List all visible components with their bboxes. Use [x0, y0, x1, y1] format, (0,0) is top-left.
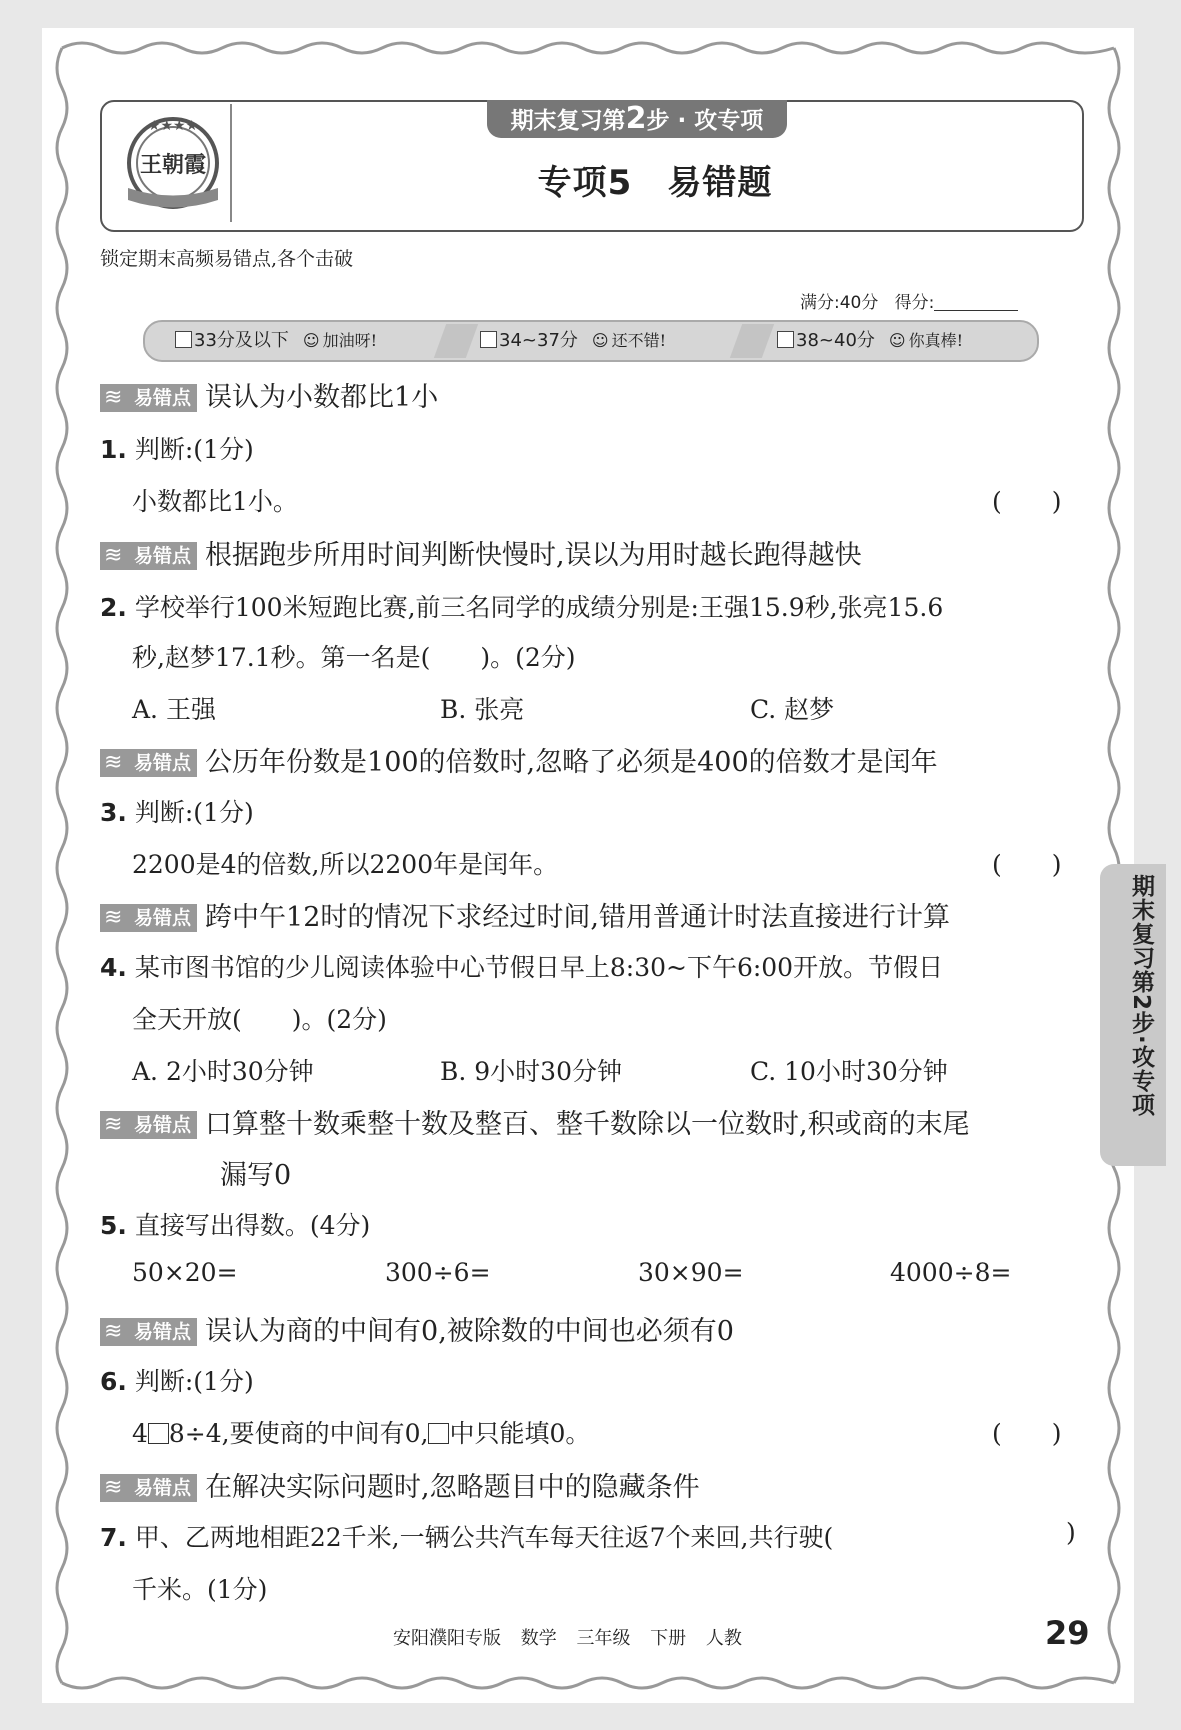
score-label: 得分: — [894, 293, 935, 313]
rating-range: 33分及以下 — [194, 330, 289, 351]
checkbox[interactable] — [777, 331, 794, 348]
tip-badge — [100, 542, 197, 570]
question-3-head — [100, 793, 254, 829]
question-text: 8÷4,要使商的中间有0, — [168, 1419, 429, 1448]
wave-icon: ≋ — [104, 750, 123, 775]
calc-item: 30×90= — [638, 1258, 744, 1287]
question-7-line2: 千米。(1分) — [132, 1575, 268, 1604]
option-a[interactable]: A. 王强 — [132, 695, 216, 724]
face-icon: ☺ — [888, 331, 906, 350]
wave-icon: ≋ — [104, 1112, 123, 1137]
answer-parens[interactable]: ( ) — [992, 487, 1062, 516]
tip-label: 易错点 — [134, 1114, 192, 1136]
logo-divider — [230, 104, 232, 222]
tip-label: 易错点 — [134, 907, 192, 929]
question-text: 直接写出得数。(4分) — [134, 1211, 371, 1240]
tip-label: 易错点 — [134, 1477, 192, 1499]
svg-text:★★★★: ★★★★ — [147, 118, 199, 134]
option-b[interactable]: B. 9小时30分钟 — [440, 1057, 622, 1086]
face-icon: ☺ — [302, 331, 320, 350]
question-1-head — [100, 430, 254, 466]
tip-text: 根据跑步所用时间判断快慢时,误以为用时越长跑得越快 — [205, 540, 862, 571]
footer: 安阳濮阳专版 数学 三年级 下册 人教 — [393, 1628, 742, 1649]
question-number: 5. — [100, 1211, 127, 1240]
rating-range: 34~37分 — [499, 330, 578, 351]
option-a[interactable]: A. 2小时30分钟 — [132, 1057, 314, 1086]
step-prefix: 期末复习第 — [510, 108, 626, 134]
question-number: 4. — [100, 953, 127, 982]
answer-parens[interactable]: ( ) — [992, 850, 1062, 879]
tip-text: 公历年份数是100的倍数时,忽略了必须是400的倍数才是闰年 — [205, 747, 938, 778]
question-2-line2: 秒,赵梦17.1秒。第一名是( )。(2分) — [132, 643, 576, 672]
question-number: 7. — [100, 1523, 127, 1552]
calc-item: 300÷6= — [385, 1258, 491, 1287]
tip-label: 易错点 — [134, 1321, 192, 1343]
error-tip — [100, 1465, 700, 1504]
page-title: 专项5 易错题 — [537, 163, 773, 203]
question-2-line1 — [100, 588, 943, 624]
calc-item: 50×20= — [132, 1258, 238, 1287]
rating-separator — [730, 324, 774, 358]
rating-bar — [143, 320, 1039, 362]
question-3-body: 2200是4的倍数,所以2200年是闰年。 — [132, 850, 559, 879]
question-text: 判断:(1分) — [134, 1367, 254, 1396]
rating-item-mid — [480, 328, 666, 354]
wave-icon: ≋ — [104, 385, 123, 410]
error-tip — [100, 740, 938, 779]
question-text: 中只能填0。 — [449, 1419, 591, 1448]
question-4-line2: 全天开放( )。(2分) — [132, 1005, 387, 1034]
score-line — [800, 288, 1018, 313]
rating-item-low — [175, 328, 377, 354]
tip-badge — [100, 1111, 197, 1139]
blank-box — [148, 1423, 169, 1444]
answer-parens[interactable]: ( ) — [992, 1419, 1062, 1448]
score-blank[interactable] — [934, 294, 1018, 311]
svg-text:王朝霞: 王朝霞 — [139, 152, 207, 178]
question-text: 4 — [132, 1419, 148, 1448]
question-7-line1 — [100, 1518, 833, 1554]
question-text: 学校举行100米短跑比赛,前三名同学的成绩分别是:王强15.9秒,张亮15.6 — [134, 593, 944, 622]
option-c[interactable]: C. 赵梦 — [750, 695, 835, 724]
wave-icon: ≋ — [104, 905, 123, 930]
tip-text: 在解决实际问题时,忽略题目中的隐藏条件 — [205, 1472, 700, 1503]
wave-icon: ≋ — [104, 1475, 123, 1500]
tip-text: 误认为小数都比1小 — [205, 382, 439, 413]
option-b[interactable]: B. 张亮 — [440, 695, 525, 724]
full-score: 满分:40分 — [800, 293, 879, 313]
face-icon: ☺ — [591, 331, 609, 350]
wave-icon: ≋ — [104, 1319, 123, 1344]
tip-label: 易错点 — [134, 752, 192, 774]
publisher-logo — [118, 108, 228, 218]
tip-badge — [100, 1474, 197, 1502]
tip-label: 易错点 — [134, 545, 192, 567]
question-number: 6. — [100, 1367, 127, 1396]
tip-text-continued: 漏写0 — [220, 1160, 292, 1191]
question-number: 3. — [100, 798, 127, 827]
option-c[interactable]: C. 10小时30分钟 — [750, 1057, 948, 1086]
subtitle: 锁定期末高频易错点,各个击破 — [100, 248, 354, 270]
rating-separator — [434, 324, 478, 358]
question-1-body: 小数都比1小。 — [132, 487, 298, 516]
error-tip — [100, 1102, 970, 1141]
step-suffix: 步 · 攻专项 — [646, 108, 764, 134]
side-tab-label: 期末复习第2步·攻专项 — [1128, 874, 1154, 1117]
wave-icon: ≋ — [104, 543, 123, 568]
step-tab — [487, 100, 787, 138]
tip-badge — [100, 384, 197, 412]
checkbox[interactable] — [175, 331, 192, 348]
question-number: 1. — [100, 435, 127, 464]
calc-item: 4000÷8= — [890, 1258, 1012, 1287]
blank-box — [428, 1423, 449, 1444]
step-number: 2 — [625, 101, 647, 136]
tip-text: 口算整十数乘整十数及整百、整千数除以一位数时,积或商的末尾 — [205, 1109, 970, 1140]
question-5-head — [100, 1206, 370, 1242]
question-text: 判断:(1分) — [134, 798, 254, 827]
rating-item-high — [777, 328, 963, 354]
question-text: 某市图书馆的少儿阅读体验中心节假日早上8:30~下午6:00开放。节假日 — [134, 953, 944, 982]
question-6-body — [132, 1414, 590, 1450]
question-4-line1 — [100, 948, 943, 984]
rating-cheer: 还不错! — [611, 331, 667, 350]
tip-label: 易错点 — [134, 387, 192, 409]
closing-paren: ) — [1066, 1518, 1076, 1547]
question-number: 2. — [100, 593, 127, 622]
error-tip — [100, 533, 862, 572]
rating-cheer: 你真棒! — [908, 331, 964, 350]
tip-badge — [100, 904, 197, 932]
tip-badge — [100, 749, 197, 777]
error-tip — [100, 895, 950, 934]
question-6-head — [100, 1362, 254, 1398]
rating-range: 38~40分 — [796, 330, 875, 351]
question-text: 甲、乙两地相距22千米,一辆公共汽车每天往返7个来回,共行驶( — [134, 1523, 834, 1552]
question-text: 判断:(1分) — [134, 435, 254, 464]
tip-text: 跨中午12时的情况下求经过时间,错用普通计时法直接进行计算 — [205, 902, 950, 933]
checkbox[interactable] — [480, 331, 497, 348]
page-number: 29 — [1045, 1614, 1090, 1652]
error-tip — [100, 375, 438, 414]
rating-cheer: 加油呀! — [322, 331, 378, 350]
tip-badge — [100, 1318, 197, 1346]
tip-text: 误认为商的中间有0,被除数的中间也必须有0 — [205, 1316, 734, 1347]
error-tip — [100, 1309, 734, 1348]
